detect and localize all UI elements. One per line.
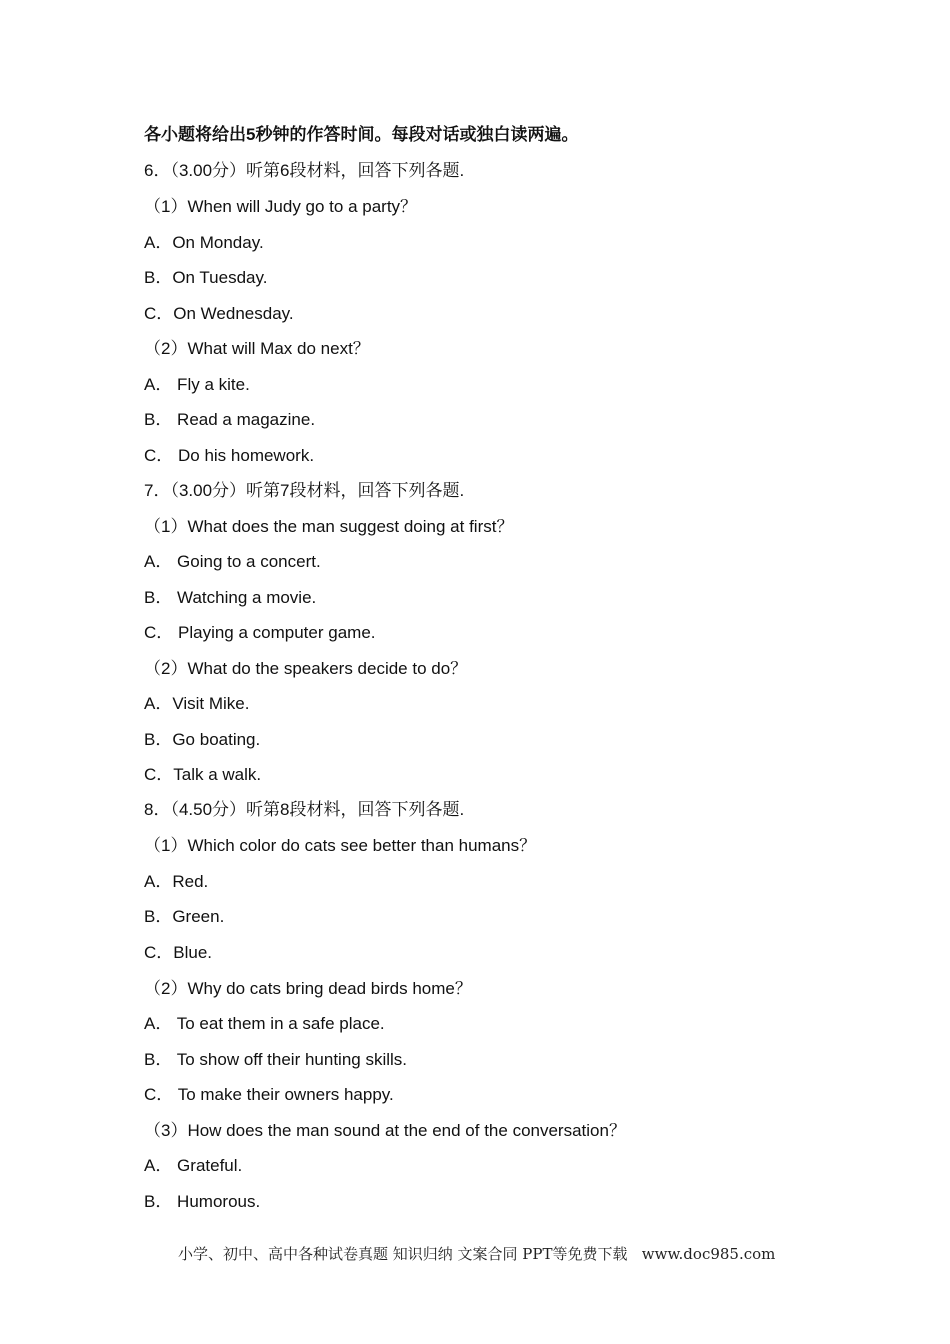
page-footer: 小学、初中、高中各种试卷真题 知识归纳 文案合同 PPT等免费下载 www.doc985.com bbox=[178, 1245, 776, 1263]
option-line: B．Go boating. bbox=[144, 730, 261, 749]
instruction-header: 各小题将给出5秒钟的作答时间。每段对话或独白读两遍。 bbox=[144, 125, 579, 144]
question-8-3-stem: （3）How does the man sound at the end of the conversation？ bbox=[144, 1121, 626, 1140]
question-8-1-stem: （1）Which color do cats see better than humans？ bbox=[144, 836, 537, 855]
option-line: A．On Monday. bbox=[144, 233, 264, 252]
option-line: B．On Tuesday. bbox=[144, 268, 268, 287]
option-line: A． Fly a kite. bbox=[144, 375, 250, 394]
option-line: A．Red. bbox=[144, 872, 209, 891]
option-line: A．Visit Mike. bbox=[144, 694, 250, 713]
option-line: C．On Wednesday. bbox=[144, 304, 294, 323]
option-line: C．Blue. bbox=[144, 943, 213, 962]
option-line: B． Read a magazine. bbox=[144, 410, 316, 429]
option-line: C．Talk a walk. bbox=[144, 765, 262, 784]
option-line: B．Green. bbox=[144, 907, 225, 926]
option-line: C． To make their owners happy. bbox=[144, 1085, 394, 1104]
option-line: B． To show off their hunting skills. bbox=[144, 1050, 408, 1069]
question-6-title: 6．（3.00分）听第6段材料，回答下列各题. bbox=[144, 161, 465, 180]
question-8-2-stem: （2）Why do cats bring dead birds home？ bbox=[144, 979, 472, 998]
option-line: B． Humorous. bbox=[144, 1192, 261, 1211]
question-7-1-stem: （1）What does the man suggest doing at first？ bbox=[144, 517, 514, 536]
question-7-2-stem: （2）What do the speakers decide to do？ bbox=[144, 659, 468, 678]
option-line: C． Playing a computer game. bbox=[144, 623, 376, 642]
question-6-1-stem: （1）When will Judy go to a party？ bbox=[144, 197, 418, 216]
option-line: C． Do his homework. bbox=[144, 446, 315, 465]
option-line: A． Grateful. bbox=[144, 1156, 243, 1175]
option-line: A． Going to a concert. bbox=[144, 552, 321, 571]
question-8-title: 8．（4.50分）听第8段材料，回答下列各题. bbox=[144, 800, 465, 819]
question-6-2-stem: （2）What will Max do next？ bbox=[144, 339, 370, 358]
option-line: B． Watching a movie. bbox=[144, 588, 317, 607]
option-line: A． To eat them in a safe place. bbox=[144, 1014, 385, 1033]
question-7-title: 7．（3.00分）听第7段材料，回答下列各题. bbox=[144, 481, 465, 500]
